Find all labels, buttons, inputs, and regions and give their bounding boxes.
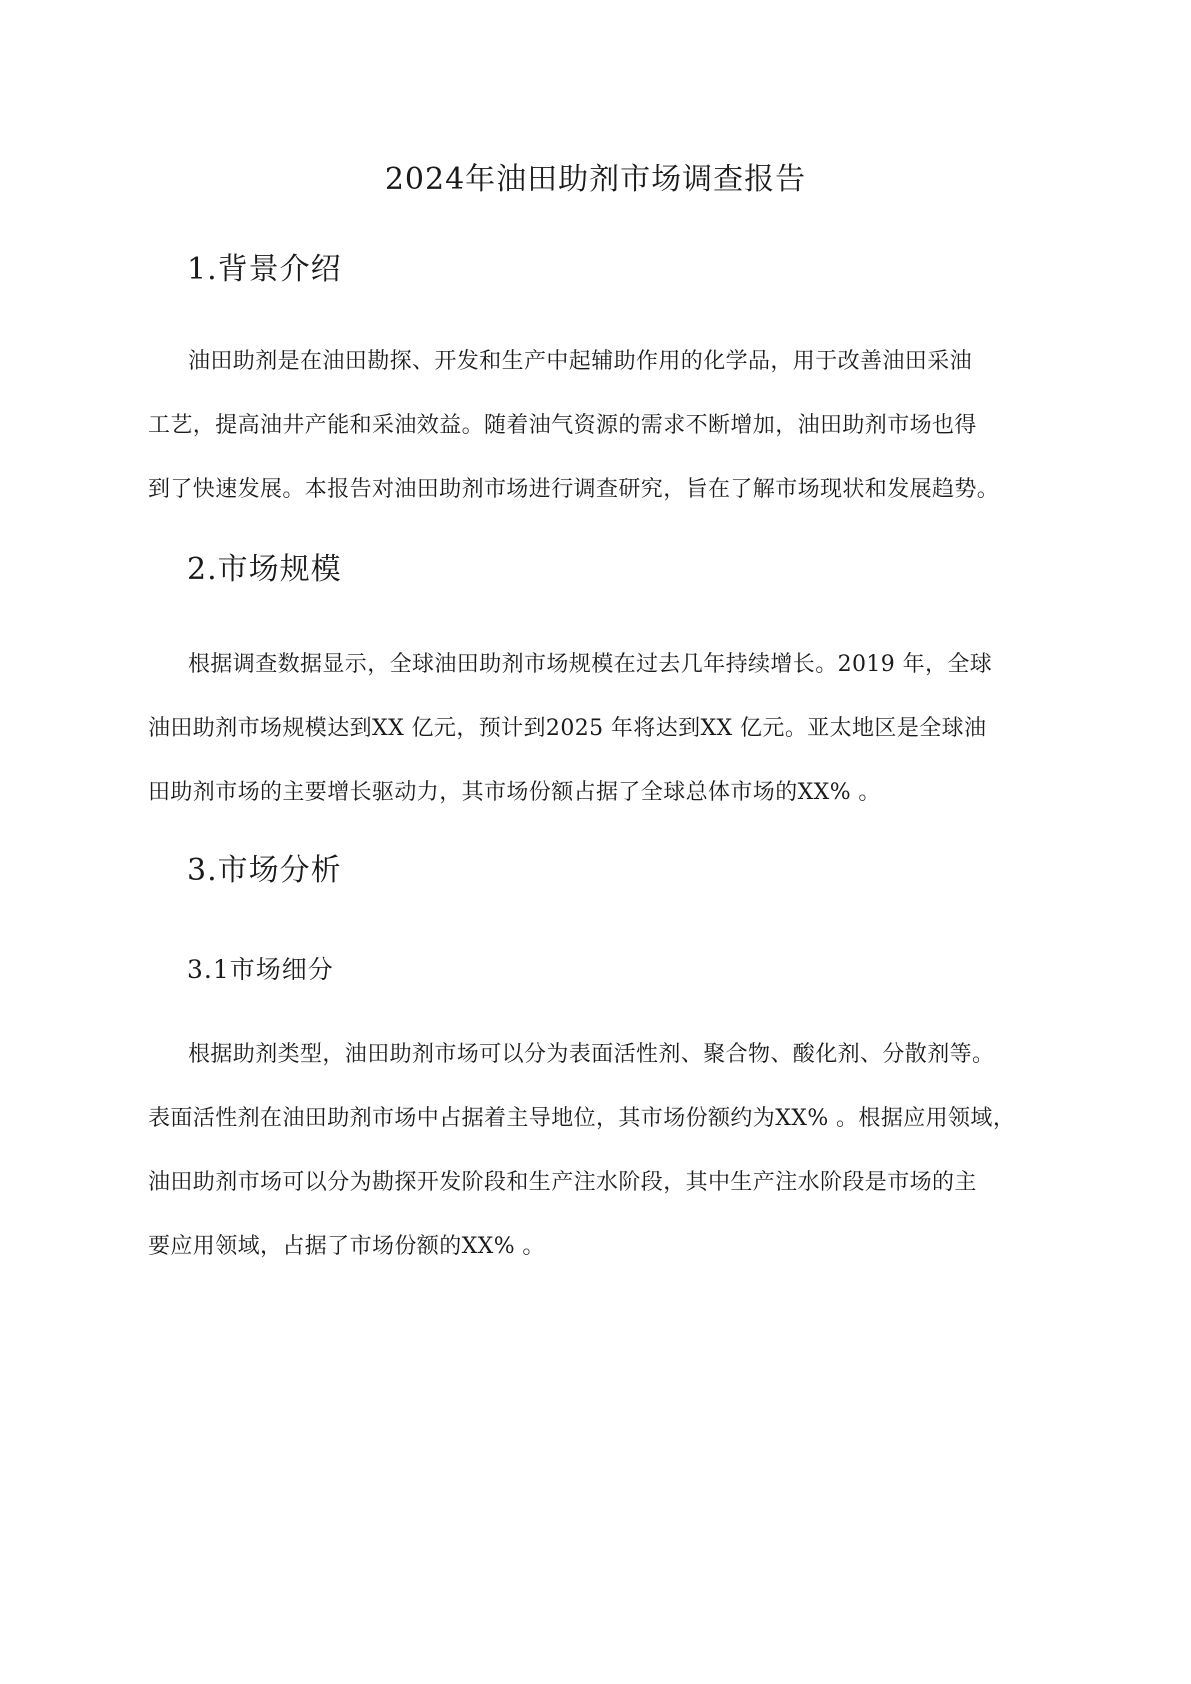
paragraph-line: 到了快速发展。本报告对油田助剂市场进行调查研究，旨在了解市场现状和发展趋势。 <box>148 477 1000 502</box>
paragraph-background <box>148 346 1063 538</box>
paragraph-line: 根据助剂类型，油田助剂市场可以分为表面活性剂、聚合物、酸化剂、分散剂等。 <box>188 1042 995 1067</box>
subsection-heading-market-segmentation: 3.1市场细分 <box>187 955 334 984</box>
paragraph-line: 油田助剂市场规模达到XX 亿元，预计到2025 年将达到XX 亿元。亚太地区是全球油 <box>148 716 987 741</box>
paragraph-line: 根据调查数据显示，全球油田助剂市场规模在过去几年持续增长。2019 年，全球 <box>188 652 993 677</box>
paragraph-market-segmentation <box>148 1039 1063 1295</box>
paragraph-line: 油田助剂是在油田勘探、开发和生产中起辅助作用的化学品，用于改善油田采油 <box>188 349 973 374</box>
section-heading-background: 1.背景介绍 <box>187 252 342 287</box>
paragraph-line: 油田助剂市场可以分为勘探开发阶段和生产注水阶段，其中生产注水阶段是市场的主 <box>148 1170 977 1195</box>
paragraph-line: 要应用领域，占据了市场份额的XX% 。 <box>148 1234 545 1259</box>
document-title: 2024年油田助剂市场调查报告 <box>384 162 807 197</box>
paragraph-market-size <box>148 649 1063 841</box>
paragraph-line: 工艺，提高油井产能和采油效益。随着油气资源的需求不断增加，油田助剂市场也得 <box>148 413 977 438</box>
section-heading-market-analysis: 3.市场分析 <box>187 853 342 888</box>
paragraph-line: 田助剂市场的主要增长驱动力，其市场份额占据了全球总体市场的XX% 。 <box>148 780 881 805</box>
section-heading-market-size: 2.市场规模 <box>187 552 342 587</box>
paragraph-line: 表面活性剂在油田助剂市场中占据着主导地位，其市场份额约为XX% 。根据应用领域， <box>148 1106 1016 1131</box>
